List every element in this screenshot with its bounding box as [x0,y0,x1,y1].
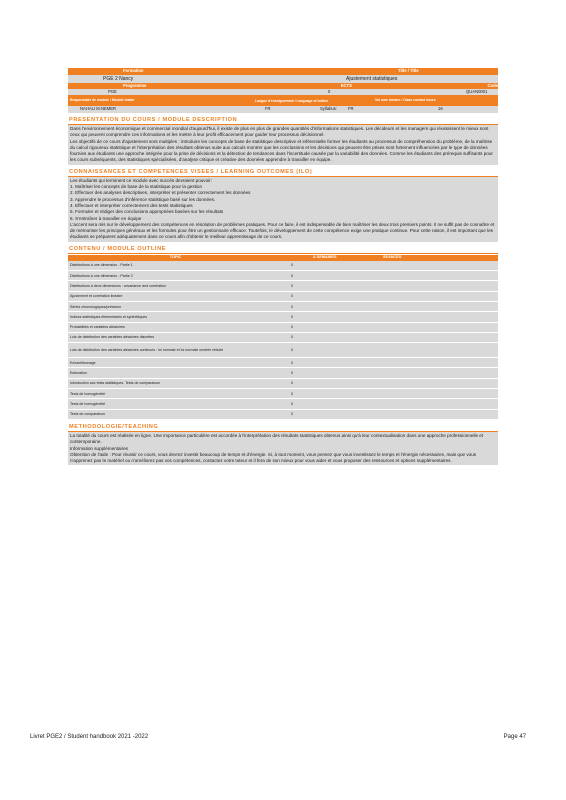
row-topic: Tests de homogénéité [70,401,106,406]
learning-item: 2. Effectuer des analyses descriptives, interpréter et présenter correctement les données [70,190,251,196]
table-row [68,410,498,420]
header-row-values [68,75,498,83]
table-row [68,333,498,343]
table-row [68,368,498,378]
syllabus-label: Syllabus: [320,106,337,112]
learning-item: 4. Effectuer et interpréter correctement des tests statistiques [70,202,193,208]
methodology-info-label: Information supplémentaires [70,445,128,451]
content-title: CONTENU / MODULE OUTLINE [68,245,498,254]
formation-label: Formation [123,68,144,74]
row-value: 0 [291,360,293,365]
table-row [68,399,498,409]
row-topic: Introduction aux tests statistiques. Tests de comparaison [70,381,161,386]
row-value: 0 [291,348,293,353]
row-value: 0 [291,371,293,376]
learning-outcomes-title: CONNAISSANCES ET COMPETENCES VISEES / LEARNING OUTCOMES (ILO) [68,168,498,177]
row-value: 0 [291,273,293,278]
table-row [68,379,498,389]
table-row [68,292,498,302]
row-topic: Estimation [70,371,87,376]
table-row [68,343,498,358]
table-row [68,281,498,291]
learning-outcomes-text [68,177,498,242]
volume-label: Vol ume horaire / Class contact hours [375,97,436,102]
code-label: Code [487,82,498,88]
programme-label: Programme [123,82,147,88]
row-value: 0 [291,401,293,406]
methodology-info-text: Obtention de l'aide : Pour réussir ce cours, vous devrez investir beaucoup de temps et d'énergie. Si, à tout moment, vous pensez que vous investissez le temps et l'énergie nécessaires, mais que vous n'apprenez pas le matériel ou n'améliorez pas vos compétences, contactez votre tuteur et il fera de son mieux pour vous aider et vous proposer des ressources et options supplémentaires. [70,451,477,464]
programme-value: PGE [108,88,117,94]
row-topic: Indices statistiques élémentaires et synthétiques [70,314,148,319]
ects-value: 0 [328,88,331,94]
row-topic: Ajustement et corrélation linéaire [70,294,123,299]
row-topic: Echantillonnage [70,360,96,365]
methodology-paragraph: La totalité du cours est réalisée en ligne. Une importance particulière est accordée à l'interprétation des résultats statistiques obtenus ainsi qu'à leur contextualisation dans une approche professionnelle et contemporaine. [70,432,484,445]
table-row [68,302,498,312]
row-topic: Probabilités et variables aléatoires [70,325,125,330]
learning-item: 1. Maîtriser les concepts de base de la statistique pour la gestion [70,184,203,190]
row-topic: Lois de distribution des variables aléatoires discrètes [70,335,155,340]
row-topic: Distributions à deux dimensions : covariance and corrélation [70,283,166,288]
table-row [68,389,498,399]
title-label: Title / Title [398,68,419,74]
header-row-responsable-values [68,106,498,113]
learning-item: 5. Formuler et rédiger des conclusions appropriées basées sur les résultats [70,209,224,215]
col-a-header: A SEMAINES [313,254,337,259]
table-row [68,358,498,368]
table-row [68,323,498,333]
ects-label: ECTS [340,82,352,88]
formation-value: PGE 2 Nancy [103,75,134,82]
row-value: 0 [291,381,293,386]
presentation-title: PRESENTATION DU COURS / MODULE DESCRIPTION [68,116,498,125]
learning-item: 6. S'entraîner à travailler en équipe [70,215,142,221]
header-row-labels [68,68,498,75]
row-topic: Distributions à une dimension - Partie 2 [70,273,133,278]
responsable-label: Responsable de module / Module leader [70,97,135,102]
presentation-paragraph: Les objectifs de ce cours d'ajustement sont multiples : introduire les concepts de base de statistique descriptive et inférentielle former les étudiants au processus de compréhension du problème, de la maîtrise du calcul rigoureux statistique et l'interprétation des résultats obtenus suite aux calculs montrer que les conclusions et les décisions qui peuvent être prises sont fortement influencées par le type de données fournies aux étudiants une approche intégrée pour la prise de décisions et la détection de tendances dans l'incertitude causée par la variabilité des données. Comme les étudiants des prérequis suffisants pour les cours subséquents, des statistiques spécialisées, d'analyse critique et créative des données apprendre à travailler en équipe. [70,138,493,163]
row-value: 0 [291,325,293,330]
content-table [68,255,498,420]
table-row [68,271,498,281]
row-value: 0 [291,314,293,319]
col-b-header: SEANCES [383,254,402,259]
langue-value: FR [265,106,271,112]
learning-closing: L'accent sera mis sur le développement des compétences en résolution de problèmes pratiques. Pour ce faire, il est indispensable de bien maîtriser les deux trois premiers points. Il ne suffit pas de connaître et de mémoriser les principes généraux et les formules pour être un gestionnaire efficace. Toutefois, le développement de cette compétence exige une pratique continue. Pour cette raison, il est important que les étudiants se préparent adéquatement dans ce cours afin d'obtenir le meilleur apprentissage de ce cours. [70,221,495,240]
syllabus-value: FR [348,106,354,112]
presentation-paragraph: Dans l'environnement économique et commercial mondial d'aujourd'hui, il existe de plus en plus de grandes quantités d'informations statistiques. Les décideurs et les managers qui réussissent le mieux sont ceux qui peuvent comprendre ces informations et les mettre à leur profit efficacement pour guider leur processus décisionnel. [70,126,489,138]
title-value: Ajustement statistiques [346,75,398,82]
table-row [68,312,498,322]
row-value: 0 [291,391,293,396]
table-row [68,261,498,271]
row-topic: Séries chronologiques/prévision [70,304,121,309]
responsable-value: NAHALI M.NEMER [80,106,117,112]
presentation-text [68,125,498,165]
code-value: QUAN0001 [466,88,488,94]
col-topic-header: TOPIC [169,254,182,259]
header-row-responsable-labels [68,95,498,106]
footer-handbook-label: Livret PGE2 / Student handbook 2021 -2022 [30,734,149,740]
row-topic: Tests de homogénéité [70,391,106,396]
row-topic: Lois de distribution des variables aléatoires continues : loi normale et loi normale centrée réduite [70,347,224,352]
learning-intro: Les étudiants qui terminent ce module avec succès devraient pouvoir: [70,177,212,183]
row-topic: Distributions à une dimension - Partie 1 [70,263,133,268]
page-number: Page 47 [503,734,526,740]
row-value: 0 [291,263,293,268]
hours-value: 16 [438,106,443,112]
methodology-text [68,432,498,465]
page-footer [30,734,526,740]
row-value: 0 [291,335,293,340]
row-value: 0 [291,294,293,299]
row-value: 0 [291,412,293,417]
row-topic: Tests de comparaison [70,412,105,417]
syllabus-page [68,68,498,465]
langue-label: Langue d'enseignement / Language of tuition [255,98,328,103]
row-value: 0 [291,304,293,309]
methodology-title: METHODOLOGIE/TEACHING [68,423,498,432]
learning-item: 3. Apprendre le processus d'inférence statistique basé sur les données. [70,196,216,202]
row-value: 0 [291,283,293,288]
